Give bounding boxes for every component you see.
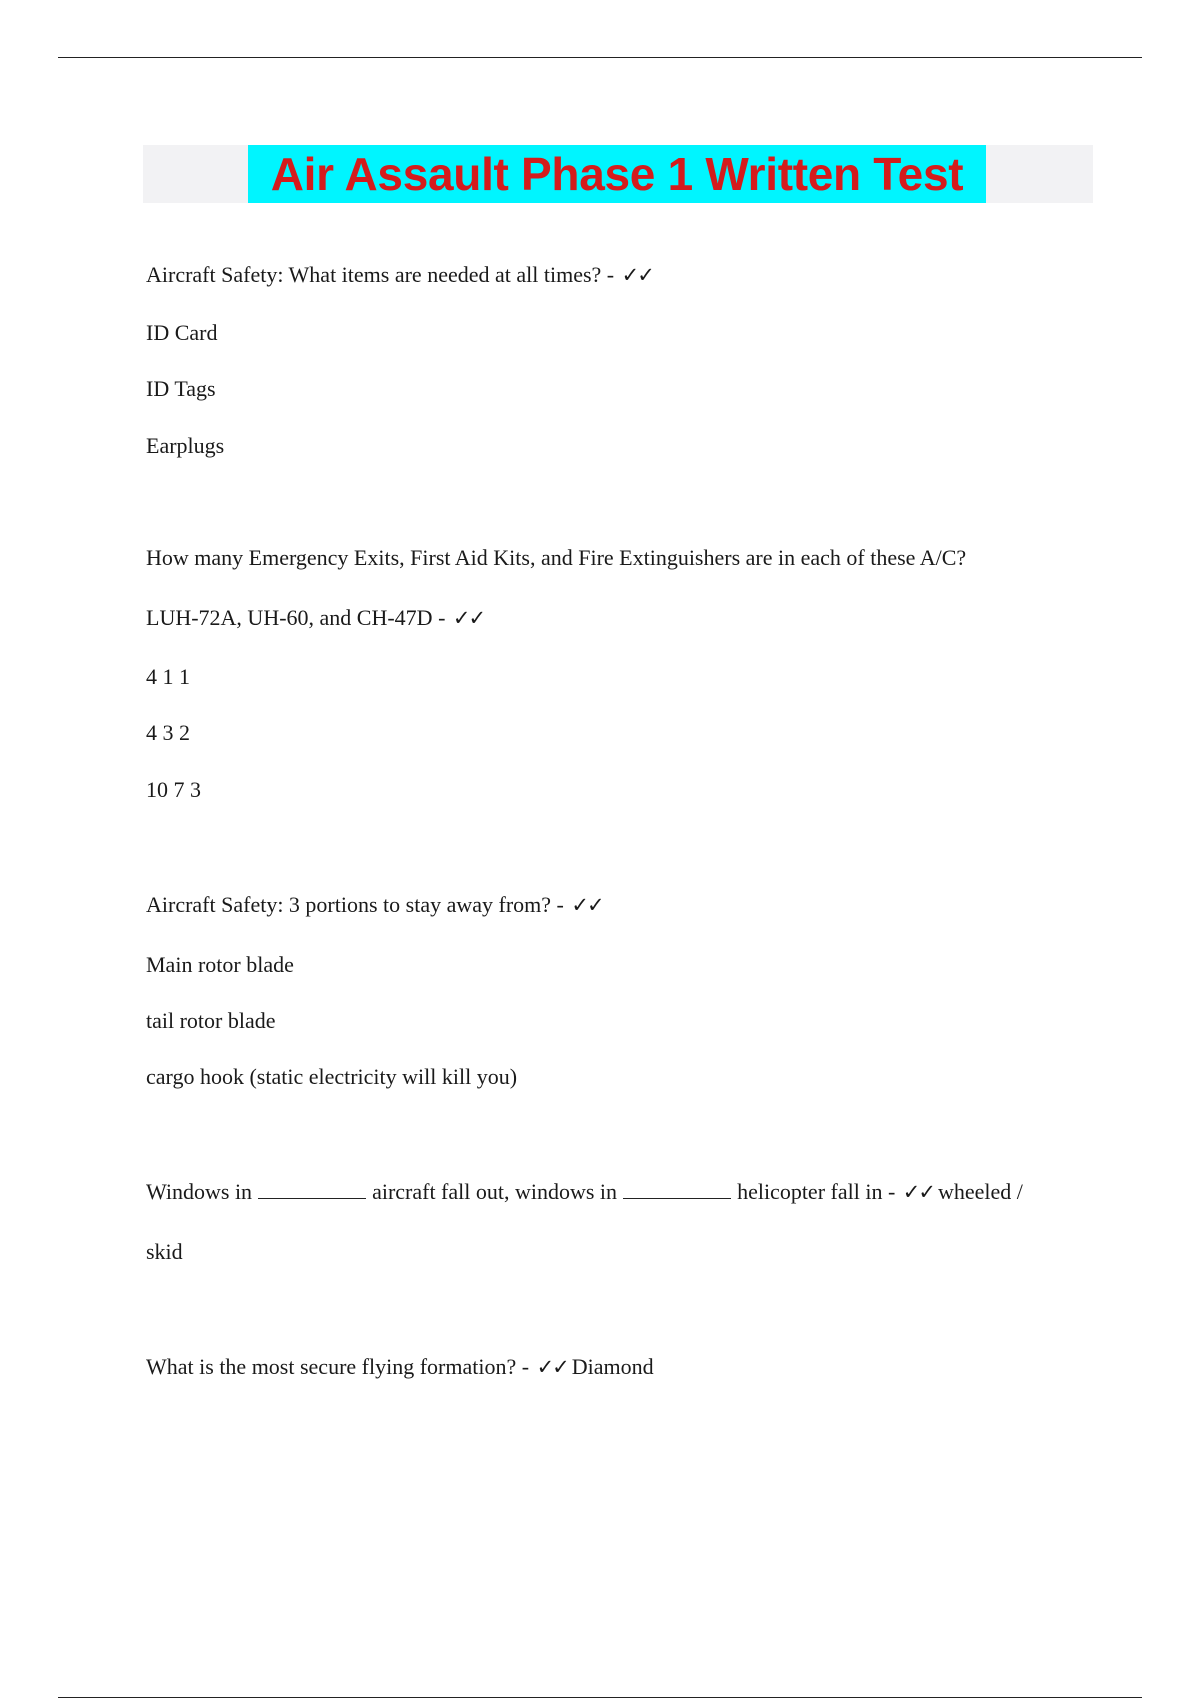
question-5-text: What is the most secure flying formation? - [146, 1354, 530, 1379]
question-1 [146, 261, 657, 289]
fill-in-blank [623, 1178, 731, 1199]
check-mark-icon: ✓✓ [452, 606, 485, 630]
answer-item: 4 1 1 [146, 664, 190, 689]
answer-item: ID Tags [146, 376, 216, 401]
question-4-part-1: Windows in [146, 1179, 253, 1204]
question-4-answer-2: skid [146, 1239, 183, 1264]
question-4 [146, 1178, 1023, 1206]
question-5 [146, 1353, 654, 1381]
question-2-text: LUH-72A, UH-60, and CH-47D - [146, 605, 446, 630]
check-mark-icon: ✓✓ [571, 893, 603, 917]
question-2-line-1: How many Emergency Exits, First Aid Kits, and Fire Extinguishers are in each of these A/C? [146, 545, 967, 570]
check-mark-icon: ✓✓ [621, 263, 653, 287]
answer-item: tail rotor blade [146, 1008, 276, 1033]
question-3-text: Aircraft Safety: 3 portions to stay away from? - [146, 892, 564, 917]
bottom-rule [58, 1697, 1142, 1698]
answer-item: 4 3 2 [146, 720, 190, 745]
document-title: Air Assault Phase 1 Written Test [270, 148, 964, 200]
question-4-part-3: helicopter fall in - [737, 1179, 896, 1204]
top-rule [58, 57, 1142, 58]
answer-item: cargo hook (static electricity will kill you) [146, 1064, 518, 1089]
question-1-text: Aircraft Safety: What items are needed at all times? - [146, 262, 615, 287]
question-3 [146, 891, 607, 919]
check-mark-icon: ✓✓ [902, 1180, 934, 1204]
answer-item: 10 7 3 [146, 777, 201, 802]
answer-item: Earplugs [146, 433, 225, 458]
question-5-answer: Diamond [571, 1354, 654, 1379]
question-4-part-2: aircraft fall out, windows in [372, 1179, 618, 1204]
fill-in-blank [258, 1178, 366, 1199]
answer-item: ID Card [146, 320, 218, 345]
check-mark-icon: ✓✓ [536, 1355, 568, 1379]
question-2-line-2 [146, 604, 488, 632]
question-4-answer-1: wheeled / [937, 1179, 1023, 1204]
answer-item: Main rotor blade [146, 952, 294, 977]
